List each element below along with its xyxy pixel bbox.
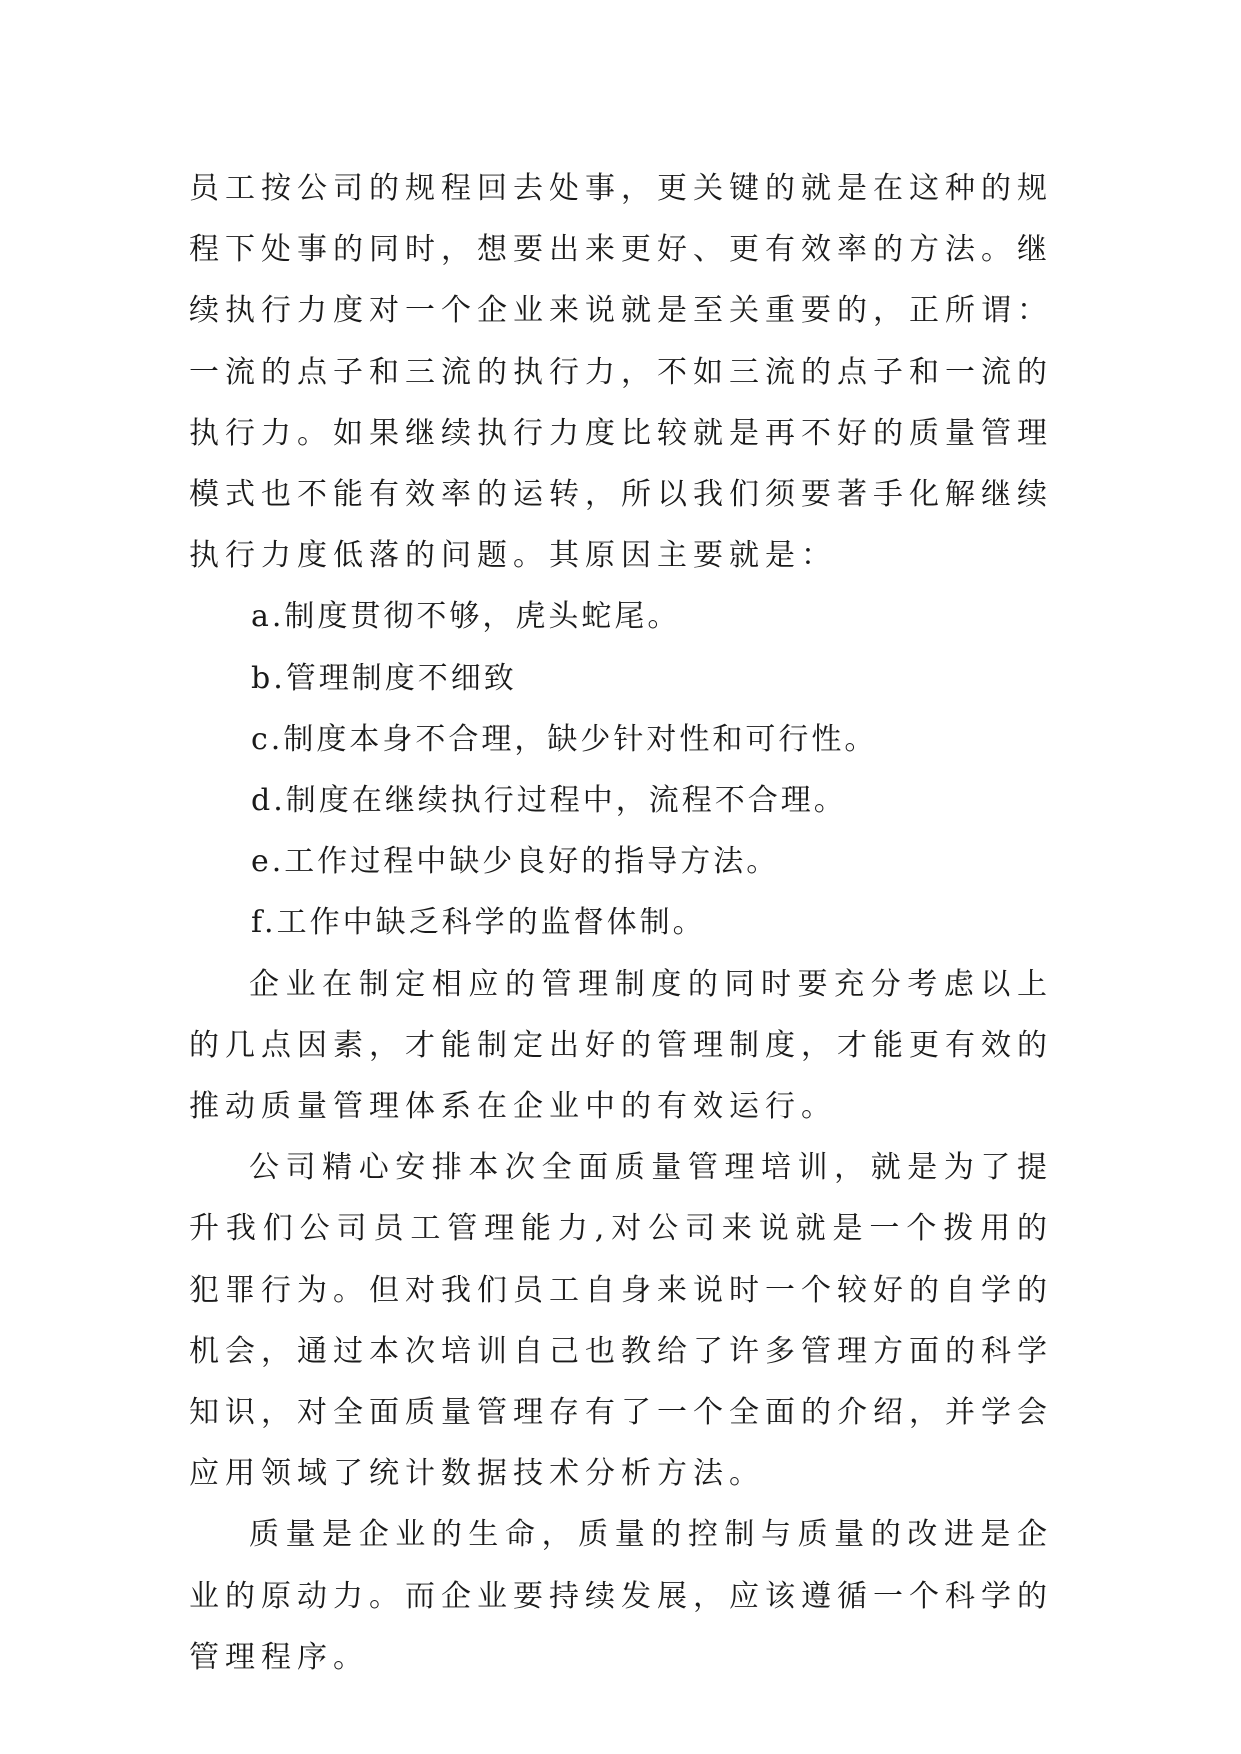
reason-item-b: b.管理制度不细致 bbox=[251, 660, 517, 696]
paragraph-quality: 质量是企业的生命，质量的控制与质量的改进是企业的原动力。而企业要持续发展，应该遵循一个科学的管理程序。 bbox=[189, 1517, 1053, 1675]
reason-item-f: f.工作中缺乏科学的监督体制。 bbox=[251, 905, 706, 941]
reason-item-c: c.制度本身不合理，缺少针对性和可行性。 bbox=[251, 721, 878, 757]
document-body bbox=[189, 158, 1053, 1688]
reason-item-d: d.制度在继续执行过程中，流程不合理。 bbox=[251, 783, 847, 819]
reason-item-a: a.制度贯彻不够，虎头蛇尾。 bbox=[251, 599, 681, 635]
paragraph-management-system: 企业在制定相应的管理制度的同时要充分考虑以上的几点因素，才能制定出好的管理制度，才能更有效的推动质量管理体系在企业中的有效运行。 bbox=[189, 966, 1053, 1125]
paragraph-training: 公司精心安排本次全面质量管理培训，就是为了提升我们公司员工管理能力,对公司来说就是一个拨用的犯罪行为。但对我们员工自身来说时一个较好的自学的机会，通过本次培训自己也教给了许多管理方面的科学知识，对全面质量管理存有了一个全面的介绍，并学会应用领域了统计数据技术分析方法。 bbox=[189, 1150, 1053, 1492]
reason-item-e: e.工作过程中缺少良好的指导方法。 bbox=[251, 844, 780, 880]
opening-paragraph: 员工按公司的规程回去处事，更关键的就是在这种的规程下处事的同时，想要出来更好、更有效率的方法。继续执行力度对一个企业来说就是至关重要的，正所谓：一流的点子和三流的执行力，不如三流的点子和一流的执行力。如果继续执行力度比较就是再不好的质量管理模式也不能有效率的运转，所以我们须要著手化解继续执行力度低落的问题。其原因主要就是： bbox=[189, 171, 1053, 574]
reasons-list bbox=[189, 586, 1053, 953]
